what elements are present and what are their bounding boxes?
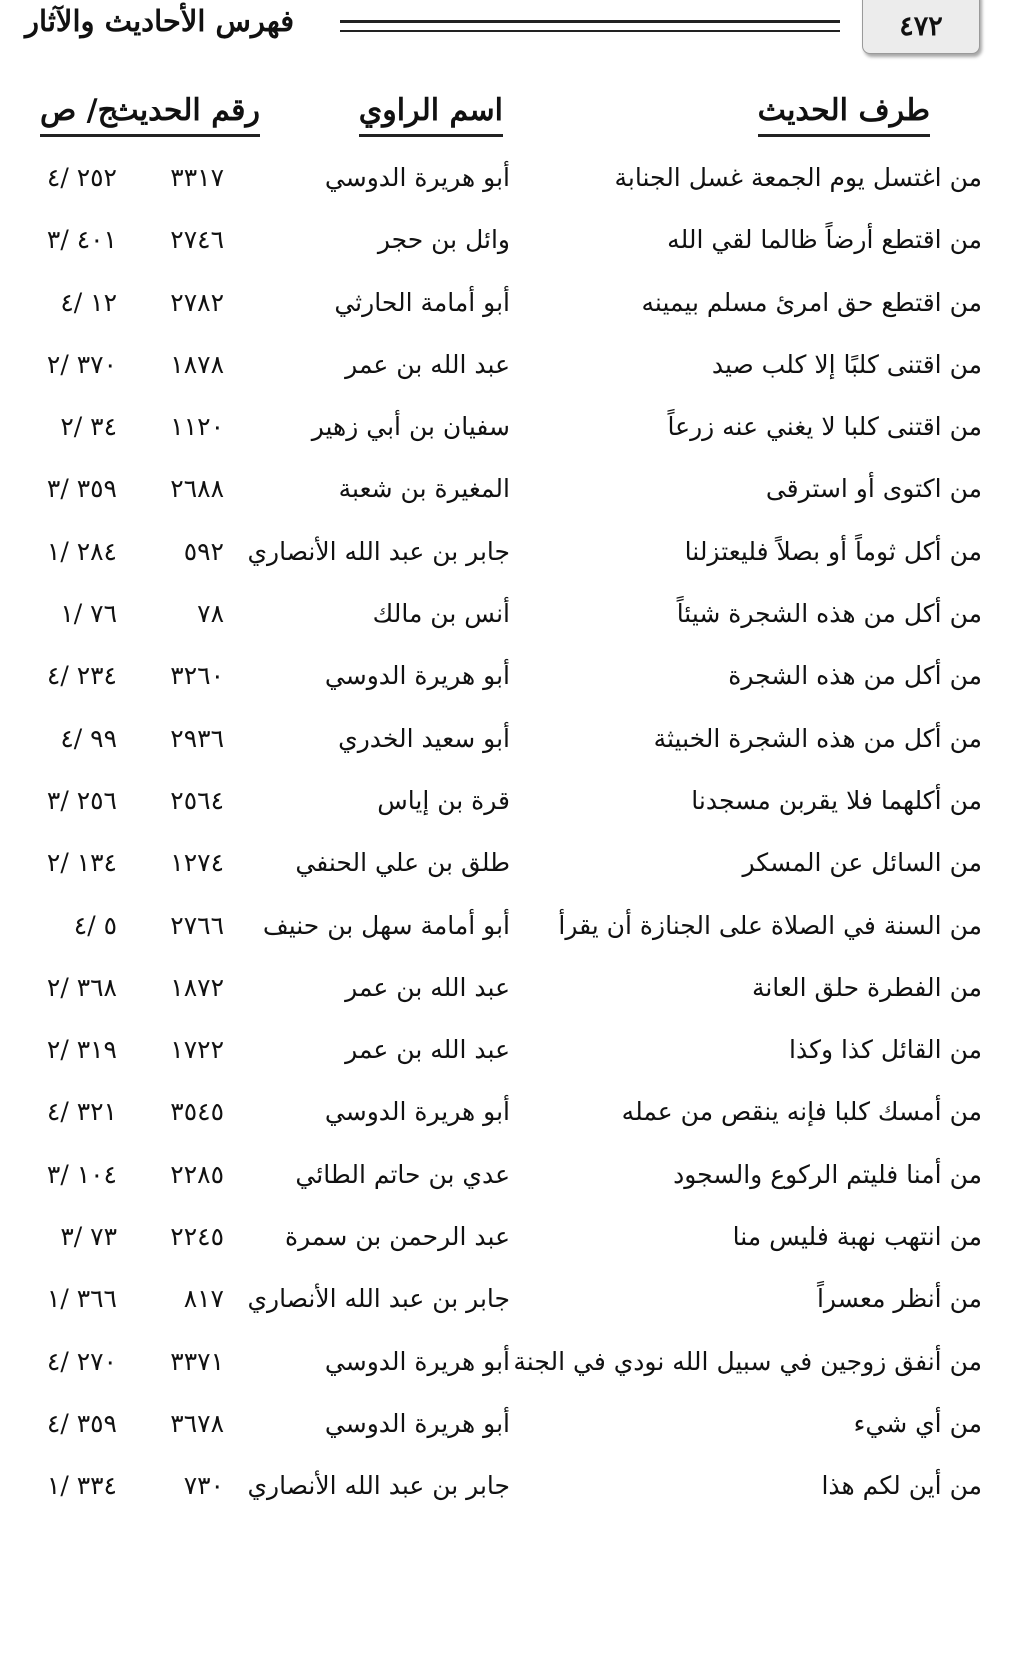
narrator-name: قرة بن إياس xyxy=(377,785,510,815)
volume-page-ref: ٣٦٦ /١ xyxy=(46,1284,117,1314)
hadith-text: من أكل من هذه الشجرة xyxy=(728,661,982,691)
table-row xyxy=(0,1094,1010,1156)
table-row xyxy=(0,1344,1010,1406)
hadith-text: من اكتوى أو استرقى xyxy=(765,474,982,504)
hadith-number: ٢٦٨٨ xyxy=(170,474,224,504)
volume-page-ref: ١٢ /٤ xyxy=(60,287,117,317)
table-row xyxy=(0,1032,1010,1094)
table-row xyxy=(0,222,1010,284)
running-title: فهرس الأحاديث والآثار xyxy=(25,4,295,38)
hadith-number: ١٢٧٤ xyxy=(170,848,224,878)
hadith-text: من أي شيء xyxy=(853,1408,982,1438)
narrator-name: عبد الله بن عمر xyxy=(345,972,510,1002)
table-row xyxy=(0,970,1010,1032)
hadith-number: ٧٨ xyxy=(197,599,224,629)
hadith-number: ٢٧٤٦ xyxy=(170,225,224,255)
table-row xyxy=(0,1219,1010,1281)
volume-page-ref: ٣٥٩ /٣ xyxy=(46,474,117,504)
hadith-number: ٣٥٤٥ xyxy=(170,1097,224,1127)
volume-page-ref: ٣١٩ /٢ xyxy=(46,1035,117,1065)
narrator-name: أبو هريرة الدوسي xyxy=(324,1408,510,1438)
hadith-number: ١٧٢٢ xyxy=(170,1035,224,1065)
volume-page-ref: ٢٧٠ /٤ xyxy=(46,1346,117,1376)
narrator-name: أبو هريرة الدوسي xyxy=(324,1097,510,1127)
table-row xyxy=(0,908,1010,970)
narrator-name: طلق بن علي الحنفي xyxy=(295,848,510,878)
volume-page-ref: ١٠٤ /٣ xyxy=(46,1159,117,1189)
narrator-name: أبو أمامة الحارثي xyxy=(334,287,510,317)
hadith-number: ٣٣١٧ xyxy=(170,163,224,192)
volume-page-ref: ٧٣ /٣ xyxy=(60,1222,117,1252)
volume-page-ref: ٣٤ /٢ xyxy=(60,412,117,442)
hadith-number: ٣٢٦٠ xyxy=(170,661,224,691)
narrator-name: عبد الله بن عمر xyxy=(345,1035,510,1065)
table-row xyxy=(0,596,1010,658)
hadith-text: من أنظر معسراً xyxy=(816,1284,982,1314)
volume-page-ref: ٤٠١ /٣ xyxy=(46,225,117,255)
narrator-name: أنس بن مالك xyxy=(372,599,510,629)
hadith-number: ٢٢٨٥ xyxy=(170,1159,224,1189)
hadith-number: ٢٩٣٦ xyxy=(170,723,224,753)
table-row xyxy=(0,409,1010,471)
hadith-text: من أمنا فليتم الركوع والسجود xyxy=(673,1159,982,1189)
narrator-name: عدي بن حاتم الطائي xyxy=(295,1159,510,1189)
hadith-number: ٣٦٧٨ xyxy=(170,1408,224,1438)
page-number-tab: ٤٧٢ xyxy=(862,0,980,54)
hadith-text: من القائل كذا وكذا xyxy=(789,1035,982,1065)
hadith-number: ٧٣٠ xyxy=(183,1471,224,1501)
table-row xyxy=(0,845,1010,907)
hadith-number: ٥٩٢ xyxy=(183,536,224,566)
hadith-text: من انتهب نهبة فليس منا xyxy=(732,1222,982,1252)
table-row xyxy=(0,1157,1010,1219)
hadith-text: من أنفق زوجين في سبيل الله نودي في الجنة xyxy=(513,1346,982,1376)
hadith-text: من اقتطع حق امرئ مسلم بيمينه xyxy=(641,287,982,317)
narrator-name: سفيان بن أبي زهير xyxy=(311,412,510,442)
table-row xyxy=(0,285,1010,347)
narrator-name: أبو أمامة سهل بن حنيف xyxy=(262,910,510,940)
hadith-text: من أكل من هذه الشجرة شيئاً xyxy=(676,599,982,629)
hadith-text: من أكل ثوماً أو بصلاً فليعتزلنا xyxy=(684,536,982,566)
hadith-number: ٢٢٤٥ xyxy=(170,1222,224,1252)
volume-page-ref: ٣٥٩ /٤ xyxy=(46,1408,117,1438)
table-row xyxy=(0,471,1010,533)
table-row xyxy=(0,160,1010,222)
hadith-text: من اقتطع أرضاً ظالما لقي الله xyxy=(667,225,982,255)
hadith-number: ٨١٧ xyxy=(183,1284,224,1314)
volume-page-ref: ٢٣٤ /٤ xyxy=(46,661,117,691)
volume-page-ref: ٢٥٦ /٣ xyxy=(46,785,117,815)
hadith-text: من أين لكم هذا xyxy=(821,1471,982,1501)
table-row xyxy=(0,658,1010,720)
header-rule-thin xyxy=(340,30,840,32)
volume-page-ref: ٢٨٤ /١ xyxy=(46,536,117,566)
volume-page-ref: ٧٦ /١ xyxy=(60,599,117,629)
hadith-text: من السائل عن المسكر xyxy=(742,848,982,878)
table-row xyxy=(0,783,1010,845)
column-header-number: رقم الحديث xyxy=(110,94,260,137)
hadith-text: من أكل من هذه الشجرة الخبيثة xyxy=(653,723,982,753)
table-header xyxy=(0,94,1010,144)
column-header-ref: ج/ ص xyxy=(40,94,117,137)
narrator-name: المغيرة بن شعبة xyxy=(338,474,510,504)
narrator-name: أبو سعيد الخدري xyxy=(338,723,510,753)
narrator-name: جابر بن عبد الله الأنصاري xyxy=(247,1471,510,1501)
narrator-name: جابر بن عبد الله الأنصاري xyxy=(247,1284,510,1314)
hadith-number: ١٨٧٢ xyxy=(170,972,224,1002)
volume-page-ref: ٣٢١ /٤ xyxy=(46,1097,117,1127)
column-header-hadith: طرف الحديث xyxy=(758,94,930,137)
volume-page-ref: ٣٣٤ /١ xyxy=(46,1471,117,1501)
hadith-number: ٣٣٧١ xyxy=(170,1346,224,1376)
volume-page-ref: ٢٥٢ /٤ xyxy=(46,163,117,192)
hadith-text: من أمسك كلبا فإنه ينقص من عمله xyxy=(621,1097,982,1127)
hadith-number: ١٨٧٨ xyxy=(170,349,224,379)
narrator-name: أبو هريرة الدوسي xyxy=(324,1346,510,1376)
hadith-text: من السنة في الصلاة على الجنازة أن يقرأ xyxy=(558,910,982,940)
volume-page-ref: ٣٧٠ /٢ xyxy=(46,349,117,379)
volume-page-ref: ٥ /٤ xyxy=(73,910,117,940)
volume-page-ref: ٩٩ /٤ xyxy=(60,723,117,753)
hadith-number: ١١٢٠ xyxy=(170,412,224,442)
narrator-name: عبد الله بن عمر xyxy=(345,349,510,379)
hadith-text: من اقتنى كلبًا إلا كلب صيد xyxy=(711,349,982,379)
hadith-text: من الفطرة حلق العانة xyxy=(751,972,982,1002)
narrator-name: وائل بن حجر xyxy=(377,225,510,255)
hadith-number: ٢٧٦٦ xyxy=(170,910,224,940)
table-row xyxy=(0,1468,1010,1530)
hadith-number: ٢٧٨٢ xyxy=(170,287,224,317)
volume-page-ref: ١٣٤ /٢ xyxy=(46,848,117,878)
table-row xyxy=(0,534,1010,596)
narrator-name: أبو هريرة الدوسي xyxy=(324,661,510,691)
table-row xyxy=(0,347,1010,409)
index-table-body xyxy=(0,160,1010,1531)
header-rule xyxy=(340,20,840,23)
hadith-text: من اقتنى كلبا لا يغني عنه زرعاً xyxy=(667,412,982,442)
volume-page-ref: ٣٦٨ /٢ xyxy=(46,972,117,1002)
table-row xyxy=(0,1281,1010,1343)
hadith-text: من أكلهما فلا يقربن مسجدنا xyxy=(691,785,982,815)
table-row xyxy=(0,1406,1010,1468)
narrator-name: عبد الرحمن بن سمرة xyxy=(285,1222,510,1252)
page-header xyxy=(0,0,1010,80)
narrator-name: أبو هريرة الدوسي xyxy=(324,163,510,192)
hadith-number: ٢٥٦٤ xyxy=(170,785,224,815)
hadith-text: من اغتسل يوم الجمعة غسل الجنابة xyxy=(614,163,982,192)
column-header-narrator: اسم الراوي xyxy=(359,94,503,137)
table-row xyxy=(0,721,1010,783)
narrator-name: جابر بن عبد الله الأنصاري xyxy=(247,536,510,566)
